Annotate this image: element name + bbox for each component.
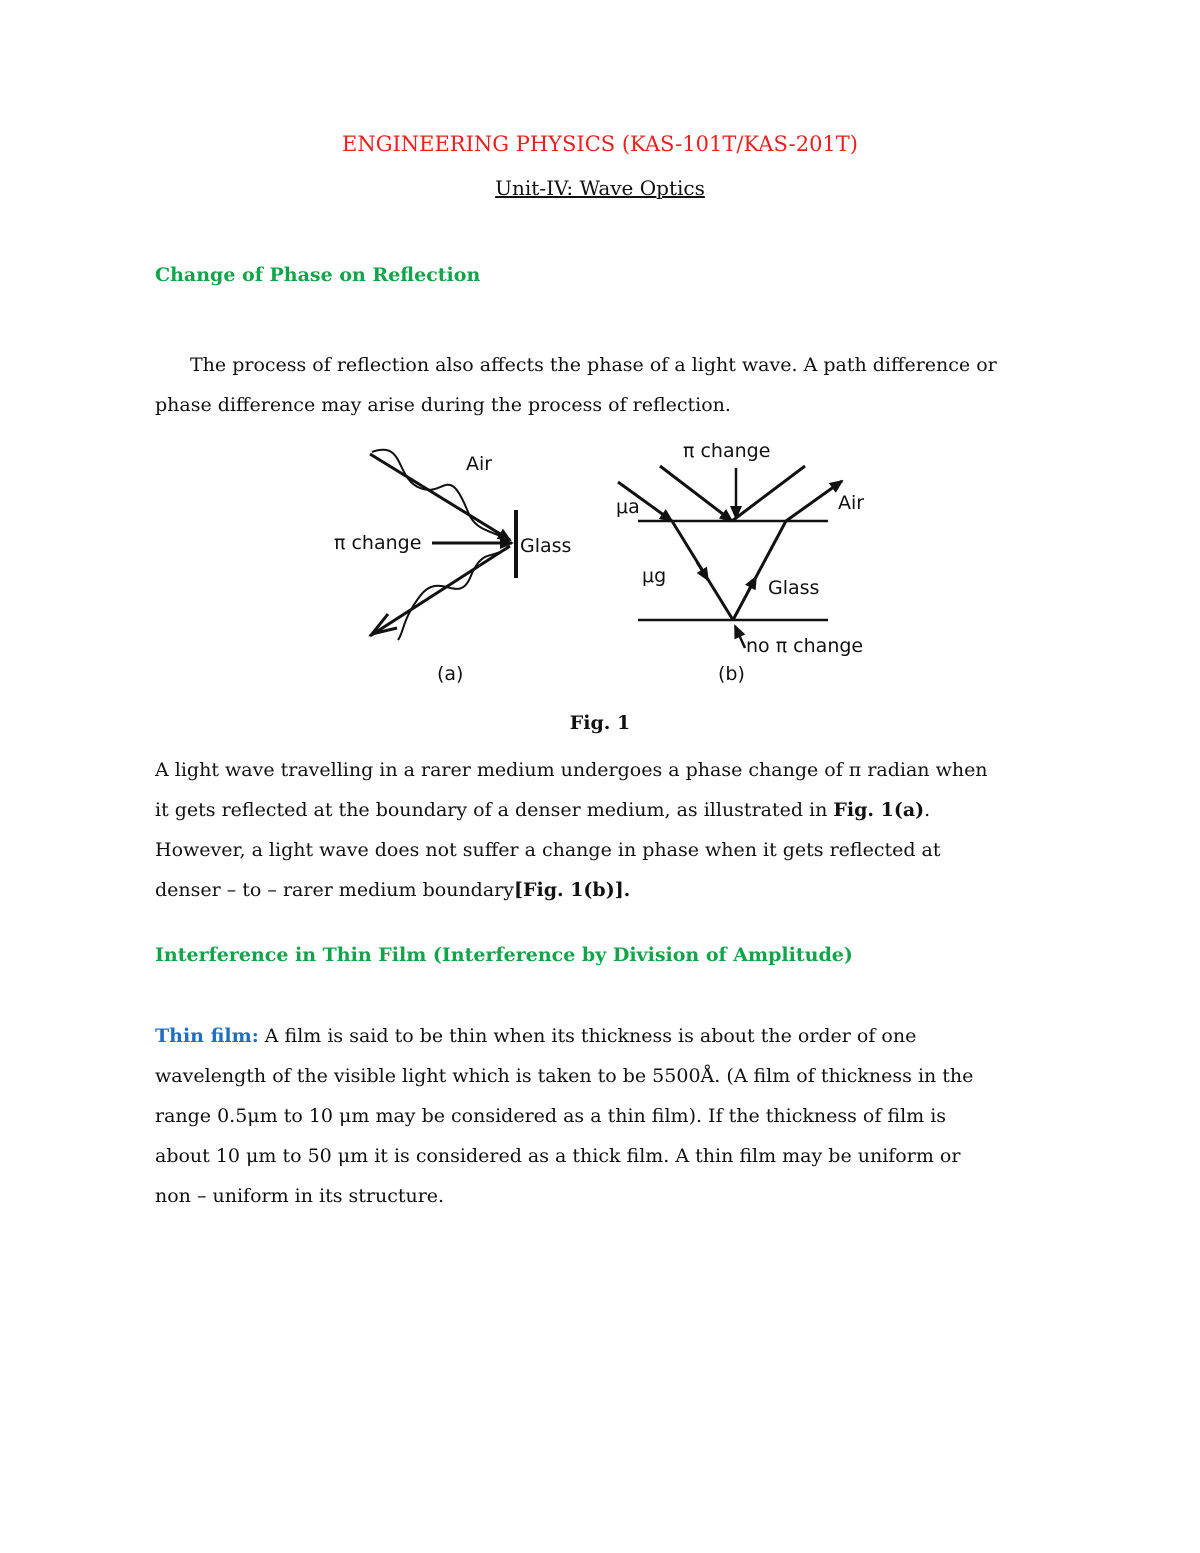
thin-film-line-1-text: A film is said to be thin when its thickness is about the order of one (258, 1025, 917, 1047)
thin-film-line-2: wavelength of the visible light which is taken to be 5500Å. (A film of thickness in the (155, 1065, 974, 1087)
unit-title: Unit-IV: Wave Optics (495, 176, 705, 200)
reflection-line-2 (155, 790, 1047, 830)
no-pi-change-label-b: no π change (746, 635, 864, 657)
air-label-b: Air (838, 492, 865, 514)
reflected-ray-top-b (732, 466, 805, 521)
no-pi-change-arrow-b (735, 626, 745, 648)
up-arrowhead-b (749, 577, 756, 590)
section-heading-phase-change: Change of Phase on Reflection (155, 264, 481, 286)
intro-line-1: The process of reflection also affects the phase of a light wave. A path difference or (190, 354, 997, 376)
thin-film-line-3: range 0.5μm to 10 μm may be considered as a thin film). If the thickness of film is (155, 1105, 947, 1127)
thin-film-line-4: about 10 μm to 50 μm it is considered as a thick film. A thin film may be uniform or (155, 1145, 961, 1167)
mu-g-label-b: μg (642, 565, 667, 587)
reflected-ray-a (370, 546, 510, 636)
glass-label-b: Glass (768, 577, 820, 599)
thin-film-line-5: non – uniform in its structure. (155, 1185, 445, 1207)
reflection-paragraph (155, 750, 1047, 910)
figure-1 (0, 0, 1200, 720)
thin-film-paragraph (155, 1016, 1047, 1216)
intro-line-2: phase difference may arise during the process of reflection. (155, 394, 731, 416)
figure-caption: Fig. 1 (569, 712, 631, 734)
fig-1b-reference: [Fig. 1(b)]. (514, 879, 631, 901)
figure-1b (616, 440, 864, 685)
down-arrowhead-b (697, 562, 708, 580)
reflection-line-4-text: denser – to – rarer medium boundary (155, 879, 514, 901)
reflection-line-3: However, a light wave does not suffer a change in phase when it gets reflected at (155, 839, 941, 861)
incident-ray-b (660, 466, 732, 521)
reflection-line-4 (155, 870, 1047, 910)
thin-film-line-1 (155, 1016, 1047, 1056)
fig-1a-reference: Fig. 1(a) (833, 799, 925, 821)
mu-a-label-b: μa (616, 496, 640, 518)
air-label-a: Air (466, 453, 493, 475)
emergent-ray-b (786, 481, 842, 521)
reflection-line-2-end: . (924, 799, 931, 821)
reflection-line-2-text: it gets reflected at the boundary of a denser medium, as illustrated in (155, 799, 834, 821)
reflected-arrowhead-a (372, 614, 397, 634)
reflection-line-1: A light wave travelling in a rarer medium undergoes a phase change of π radian when (155, 759, 988, 781)
figure-label-b: (b) (718, 663, 745, 685)
figure-1a (334, 450, 571, 685)
thin-film-term: Thin film: (155, 1025, 259, 1047)
pi-change-label-b: π change (683, 440, 771, 462)
reflected-wave-a (398, 548, 508, 640)
document-title: ENGINEERING PHYSICS (KAS-101T/KAS-201T) (341, 132, 858, 156)
glass-label-a: Glass (520, 535, 572, 557)
pi-change-label-a: π change (334, 532, 422, 554)
section-heading-thin-film: Interference in Thin Film (Interference by Division of Amplitude) (155, 944, 853, 966)
figure-label-a: (a) (437, 663, 464, 685)
ray-up-glass-b (733, 521, 786, 620)
